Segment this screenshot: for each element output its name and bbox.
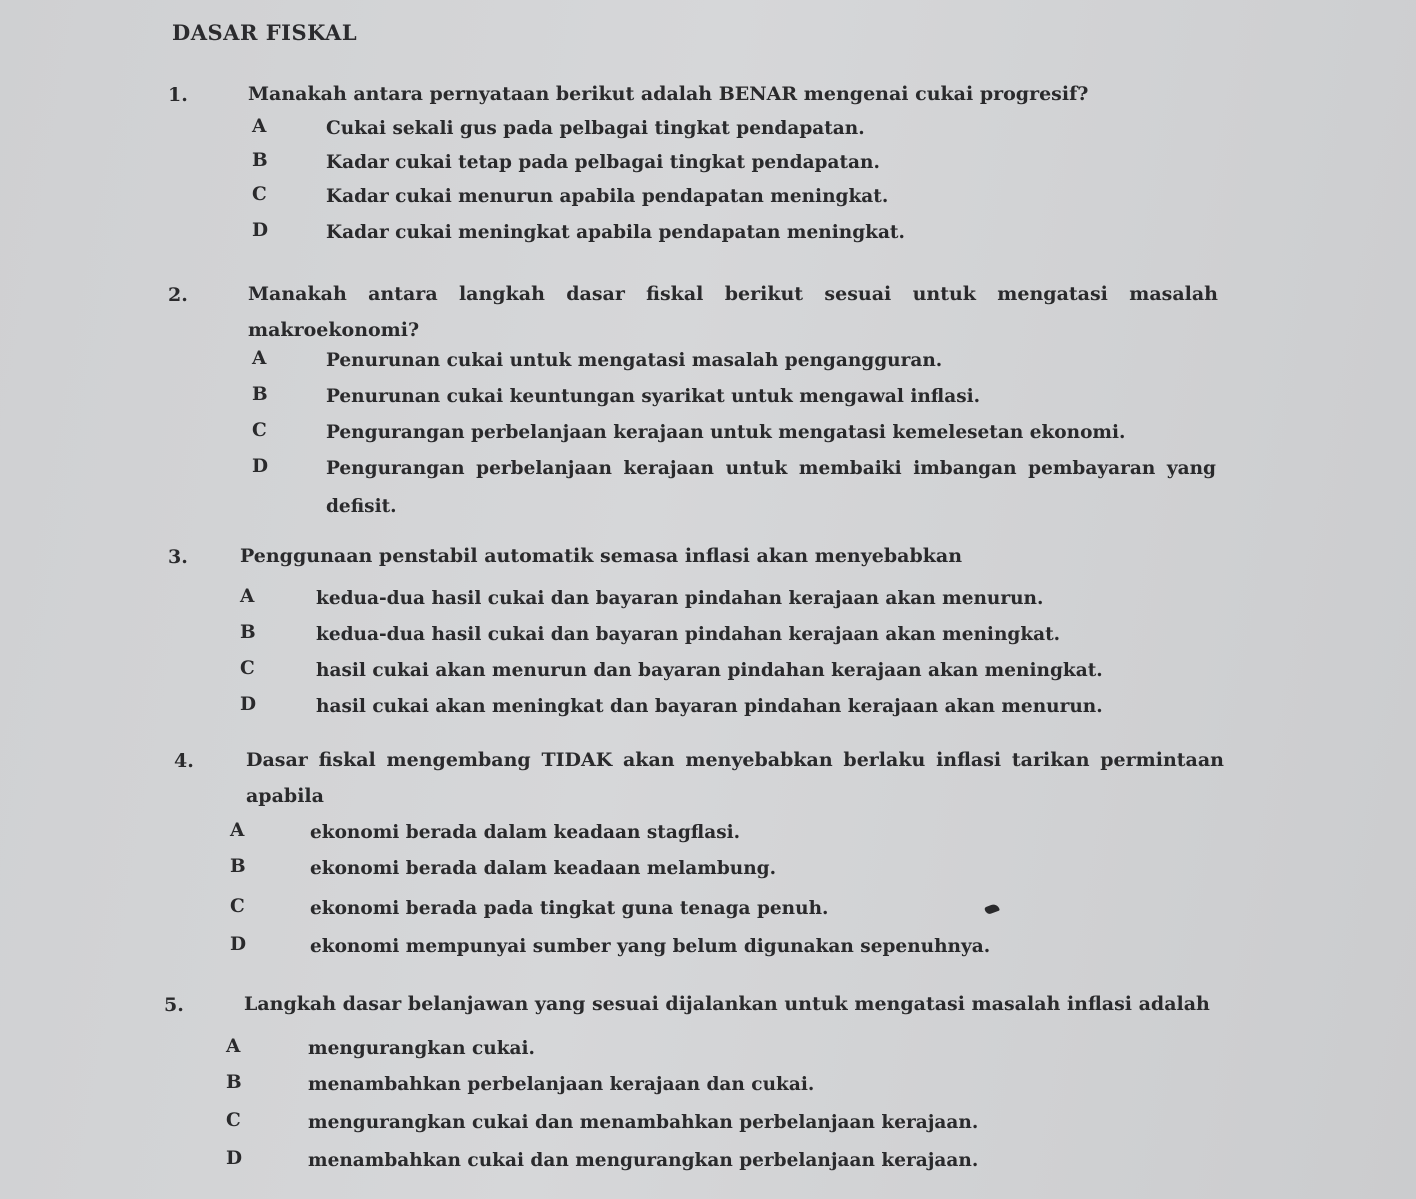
option-letter: D: [240, 694, 257, 715]
option-letter: B: [226, 1072, 242, 1093]
option-text: Kadar cukai menurun apabila pendapatan meningkat.: [326, 186, 889, 207]
option-text: Penurunan cukai untuk mengatasi masalah pengangguran.: [326, 350, 943, 371]
option-letter: A: [252, 116, 267, 137]
question-text: Langkah dasar belanjawan yang sesuai dijalankan untuk mengatasi masalah inflasi adalah: [244, 993, 1210, 1015]
question-text: Manakah antara langkah dasar fiskal berikut sesuai untuk mengatasi masalah makroekonomi?: [248, 283, 1218, 341]
option-text: hasil cukai akan meningkat dan bayaran pindahan kerajaan akan menurun.: [316, 696, 1103, 717]
question-number: 4.: [174, 750, 194, 772]
option-letter: C: [252, 420, 267, 441]
question-number: 3.: [168, 546, 188, 568]
option-letter: B: [230, 856, 246, 877]
option-letter: C: [226, 1110, 241, 1131]
option-text: Penurunan cukai keuntungan syarikat untuk mengawal inflasi.: [326, 386, 981, 407]
option-letter: C: [240, 658, 255, 679]
option-text: ekonomi mempunyai sumber yang belum digunakan sepenuhnya.: [310, 936, 991, 957]
option-text: Kadar cukai tetap pada pelbagai tingkat pendapatan.: [326, 152, 880, 173]
question-number: 5.: [164, 994, 184, 1016]
option-text: hasil cukai akan menurun dan bayaran pindahan kerajaan akan meningkat.: [316, 660, 1103, 681]
question-text: Penggunaan penstabil automatik semasa inflasi akan menyebabkan: [240, 545, 963, 567]
option-text: kedua-dua hasil cukai dan bayaran pindahan kerajaan akan meningkat.: [316, 624, 1061, 645]
question-text: Dasar fiskal mengembang TIDAK akan menyebabkan berlaku inflasi tarikan permintaan apabila: [246, 749, 1224, 807]
option-text: mengurangkan cukai.: [308, 1038, 535, 1059]
option-text: menambahkan cukai dan mengurangkan perbelanjaan kerajaan.: [308, 1150, 979, 1171]
option-letter: D: [226, 1148, 243, 1169]
option-letter: C: [230, 896, 245, 917]
question-number: 1.: [168, 84, 188, 106]
option-letter: A: [252, 348, 267, 369]
option-letter: D: [252, 456, 269, 477]
question-number: 2.: [168, 284, 188, 306]
option-text: kedua-dua hasil cukai dan bayaran pindahan kerajaan akan menurun.: [316, 588, 1044, 609]
option-text: mengurangkan cukai dan menambahkan perbelanjaan kerajaan.: [308, 1112, 979, 1133]
option-text: menambahkan perbelanjaan kerajaan dan cukai.: [308, 1074, 815, 1095]
option-text: Pengurangan perbelanjaan kerajaan untuk membaiki imbangan pembayaran yang defisit.: [326, 458, 1216, 517]
option-text: ekonomi berada dalam keadaan melambung.: [310, 858, 777, 879]
option-text: Cukai sekali gus pada pelbagai tingkat pendapatan.: [326, 118, 865, 139]
page-title: DASAR FISKAL: [172, 20, 358, 45]
option-letter: B: [252, 150, 268, 171]
option-letter: A: [226, 1036, 241, 1057]
option-letter: A: [230, 820, 245, 841]
option-letter: D: [252, 220, 269, 241]
option-letter: A: [240, 586, 255, 607]
option-letter: B: [240, 622, 256, 643]
option-text: ekonomi berada dalam keadaan stagflasi.: [310, 822, 741, 843]
option-text: Pengurangan perbelanjaan kerajaan untuk mengatasi kemelesetan ekonomi.: [326, 422, 1126, 443]
option-letter: C: [252, 184, 267, 205]
option-text: Kadar cukai meningkat apabila pendapatan meningkat.: [326, 222, 905, 243]
question-text: Manakah antara pernyataan berikut adalah BENAR mengenai cukai progresif?: [248, 83, 1089, 105]
option-text: ekonomi berada pada tingkat guna tenaga penuh.: [310, 898, 829, 919]
option-letter: D: [230, 934, 247, 955]
option-letter: B: [252, 384, 268, 405]
